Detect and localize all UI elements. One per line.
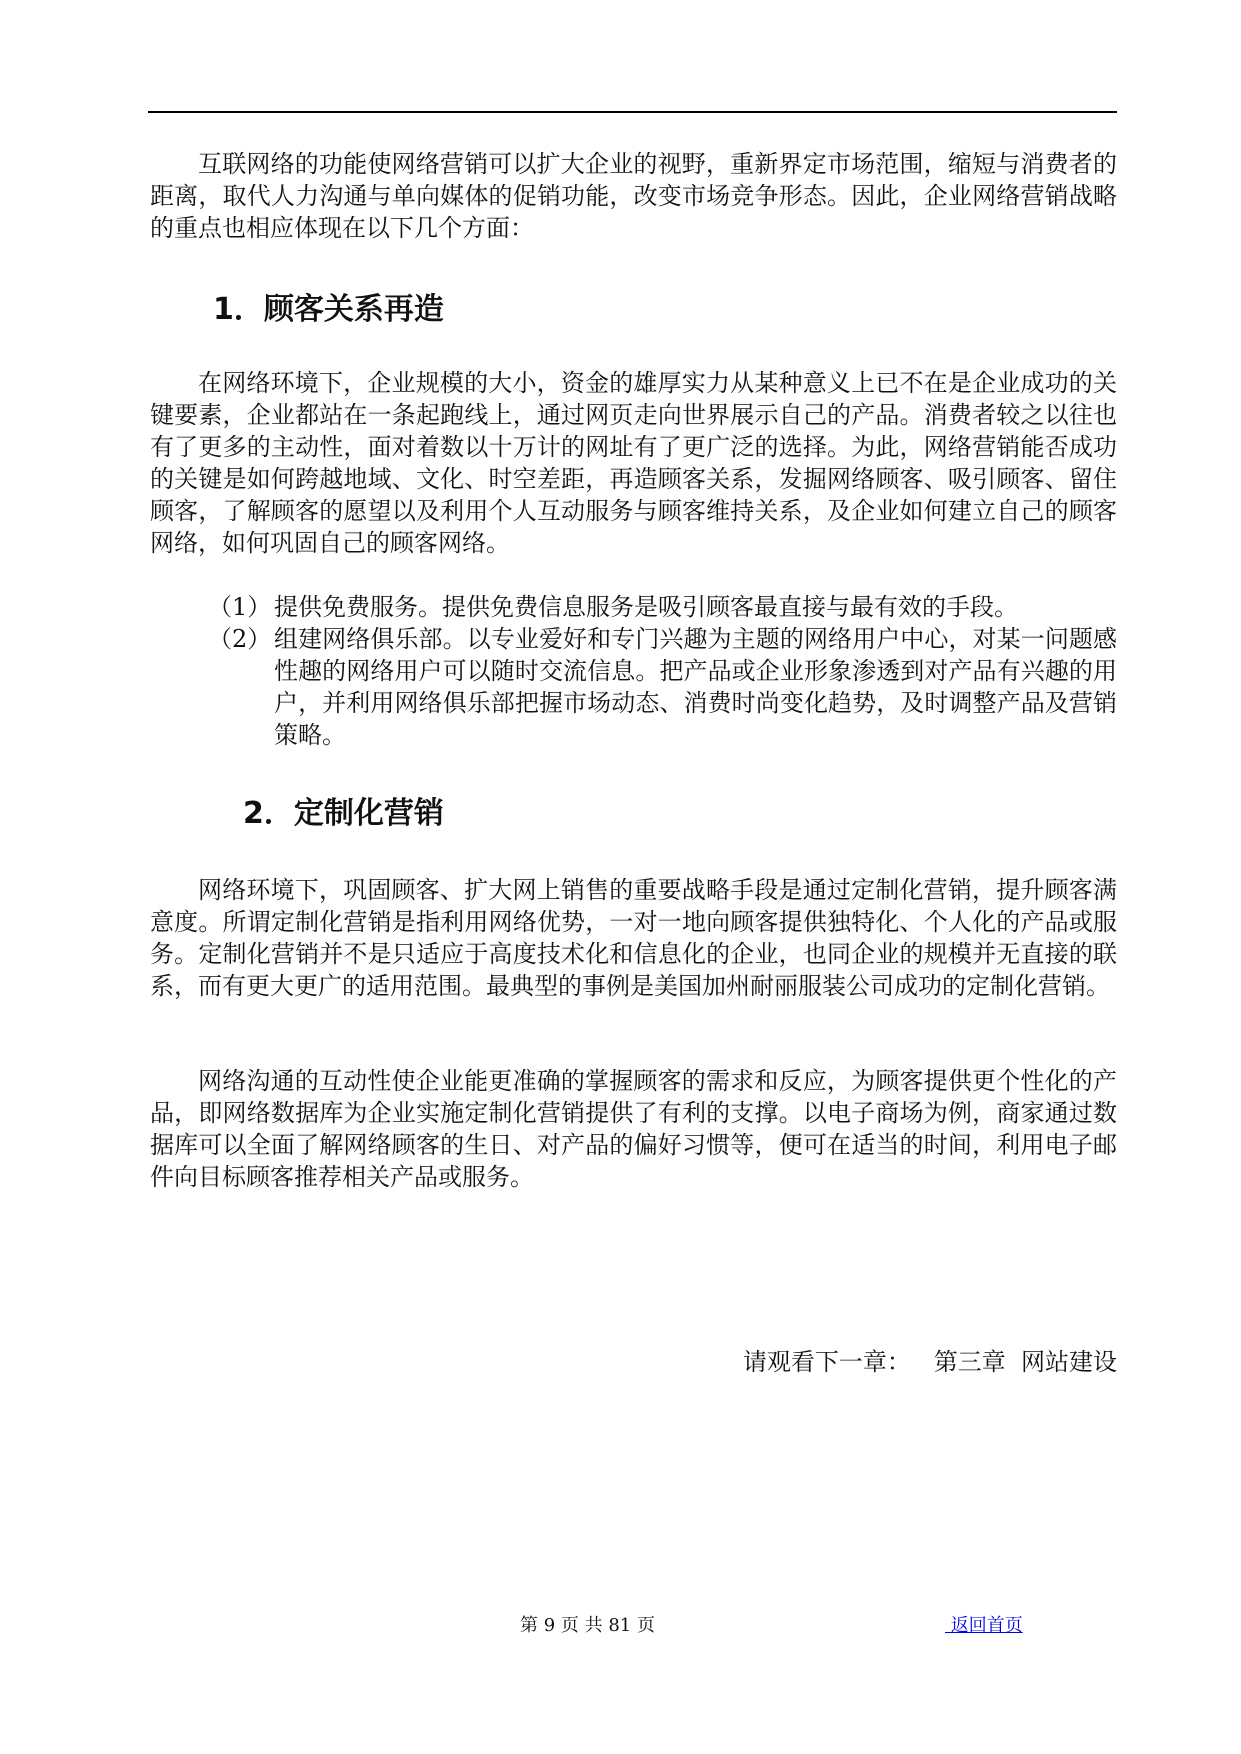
intro-paragraph: 互联网络的功能使网络营销可以扩大企业的视野，重新界定市场范围，缩短与消费者的距离，取代人力沟通与单向媒体的促销功能，改变市场竞争形态。因此，企业网络营销战略的重点也相应体现在以下几个方面： — [150, 150, 1117, 242]
page-number: 第 9 页 共 81 页 — [520, 1615, 655, 1636]
section2-paragraph-2: 网络沟通的互动性使企业能更准确的掌握顾客的需求和反应，为顾客提供更个性化的产品，即网络数据库为企业实施定制化营销提供了有利的支撑。以电子商场为例，商家通过数据库可以全面了解网络顾客的生日、对产品的偏好习惯等，便可在适当的时间，利用电子邮件向目标顾客推荐相关产品或服务。 — [150, 1067, 1117, 1191]
list-item-number: （1） — [208, 593, 272, 621]
section2-paragraph-1: 网络环境下，巩固顾客、扩大网上销售的重要战略手段是通过定制化营销，提升顾客满意度。所谓定制化营销是指利用网络优势，一对一地向顾客提供独特化、个人化的产品或服务。定制化营销并不是只适应于高度技术化和信息化的企业，也同企业的规模并无直接的联系，而有更大更广的适用范围。最典型的事例是美国加州耐丽服装公司成功的定制化营销。 — [150, 876, 1117, 1000]
next-chapter-link-text: 请观看下一章： 第三章 网站建设 — [742, 1348, 1117, 1376]
list-item-number: （2） — [208, 625, 272, 653]
list-item-text: 组建网络俱乐部。以专业爱好和专门兴趣为主题的网络用户中心，对某一问题感性趣的网络用户可以随时交流信息。把产品或企业形象渗透到对产品有兴趣的用户，并利用网络俱乐部把握市场动态、消费时尚变化趋势，及时调整产品及营销策略。 — [274, 625, 1117, 749]
section1-paragraph: 在网络环境下，企业规模的大小，资金的雄厚实力从某种意义上已不在是企业成功的关键要素，企业都站在一条起跑线上，通过网页走向世界展示自己的产品。消费者较之以往也有了更多的主动性，面对着数以十万计的网址有了更广泛的选择。为此，网络营销能否成功的关键是如何跨越地域、文化、时空差距，再造顾客关系，发掘网络顾客、吸引顾客、留住顾客，了解顾客的愿望以及利用个人互动服务与顾客维持关系，及企业如何建立自己的顾客网络，如何巩固自己的顾客网络。 — [150, 369, 1117, 557]
home-link[interactable]: 返回首页 — [945, 1615, 1023, 1636]
header-rule — [148, 111, 1117, 113]
section-heading-customer-relations: 1．顾客关系再造 — [213, 292, 444, 327]
list-item-text: 提供免费服务。提供免费信息服务是吸引顾客最直接与最有效的手段。 — [274, 593, 1018, 621]
list-item — [208, 623, 1117, 751]
section-heading-customization: 2．定制化营销 — [243, 796, 444, 831]
list-item — [208, 591, 1117, 623]
